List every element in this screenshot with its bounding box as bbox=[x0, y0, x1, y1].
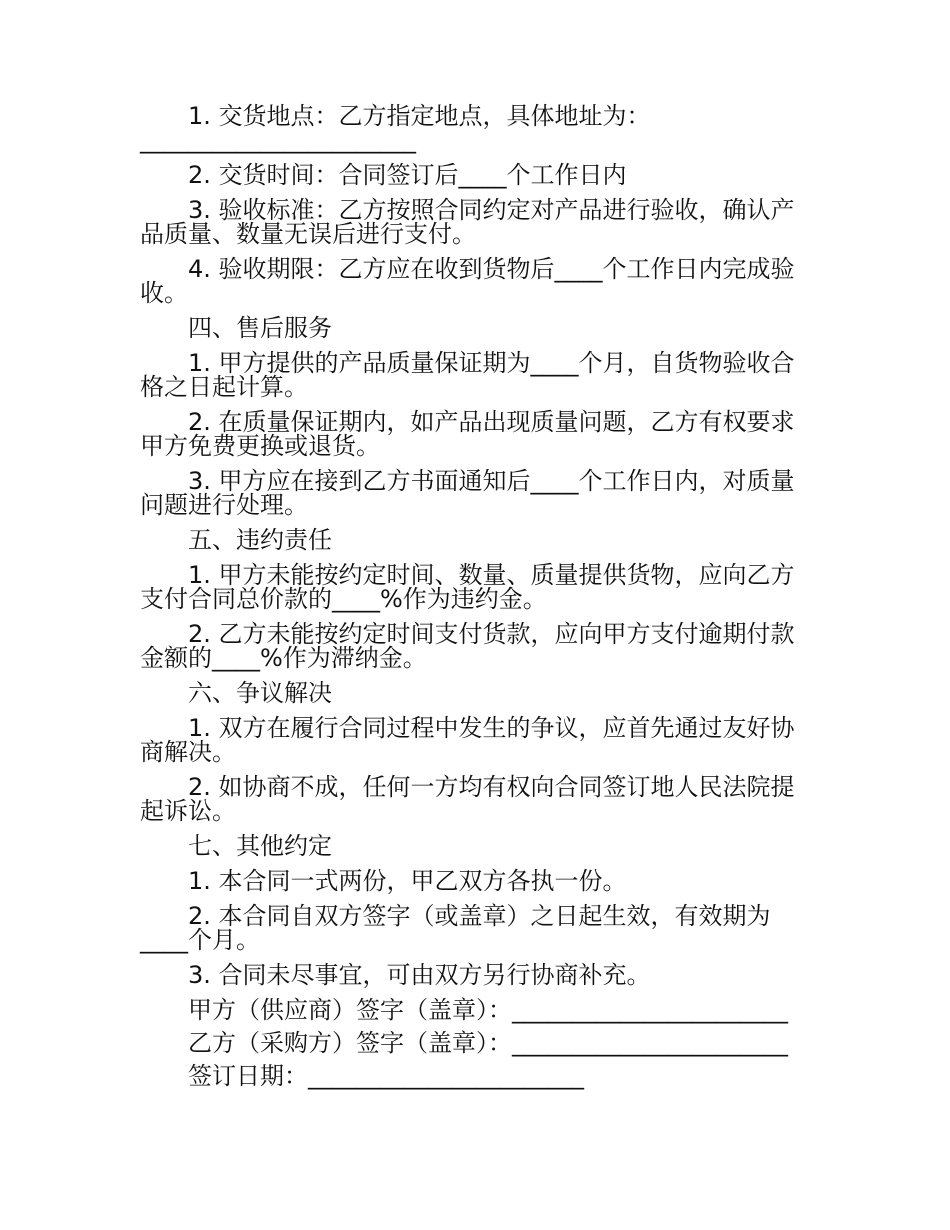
clause-warranty-period: 1. 甲方提供的产品质量保证期为____个月，自货物验收合格之日起计算。 bbox=[140, 349, 795, 401]
signature-party-b: 乙方（采购方）签字（盖章）：_______________________ bbox=[188, 1029, 788, 1057]
clause-copies: 1. 本合同一式两份，甲乙双方各执一份。 bbox=[188, 867, 627, 895]
clause-effective-date: 2. 本合同自双方签字（或盖章）之日起生效，有效期为____个月。 bbox=[140, 902, 771, 954]
section-heading-other: 七、其他约定 bbox=[188, 832, 332, 860]
clause-buyer-late-fee: 2. 乙方未能按约定时间支付货款，应向甲方支付逾期付款金额的____%作为滞纳金。 bbox=[140, 620, 795, 672]
clause-delivery-time: 2. 交货时间：合同签订后____个工作日内 bbox=[188, 161, 627, 189]
clause-acceptance-period: 4. 验收期限：乙方应在收到货物后____个工作日内完成验收。 bbox=[140, 255, 795, 307]
clause-warranty-replacement: 2. 在质量保证期内，如产品出现质量问题，乙方有权要求甲方免费更换或退货。 bbox=[140, 408, 795, 460]
clause-acceptance-standard: 3. 验收标准：乙方按照合同约定对产品进行验收，确认产品质量、数量无误后进行支付。 bbox=[140, 196, 795, 248]
clause-quality-handling: 3. 甲方应在接到乙方书面通知后____个工作日内，对质量问题进行处理。 bbox=[140, 467, 795, 519]
clause-supplementary: 3. 合同未尽事宜，可由双方另行协商补充。 bbox=[188, 961, 651, 989]
section-heading-after-sales: 四、售后服务 bbox=[188, 314, 332, 342]
section-heading-disputes: 六、争议解决 bbox=[188, 679, 332, 707]
signature-party-a: 甲方（供应商）签字（盖章）：_______________________ bbox=[188, 996, 788, 1024]
document-body bbox=[140, 104, 812, 1097]
signature-date: 签订日期：_______________________ bbox=[188, 1062, 584, 1090]
section-heading-breach: 五、违约责任 bbox=[188, 526, 332, 554]
clause-negotiation: 1. 双方在履行合同过程中发生的争议，应首先通过友好协商解决。 bbox=[140, 714, 795, 766]
clause-delivery-location: 1. 交货地点：乙方指定地点，具体地址为：_______________________ bbox=[140, 102, 651, 154]
clause-litigation: 2. 如协商不成，任何一方均有权向合同签订地人民法院提起诉讼。 bbox=[140, 773, 795, 825]
clause-supplier-penalty: 1. 甲方未能按约定时间、数量、质量提供货物，应向乙方支付合同总价款的____%作为违约金。 bbox=[140, 561, 795, 613]
